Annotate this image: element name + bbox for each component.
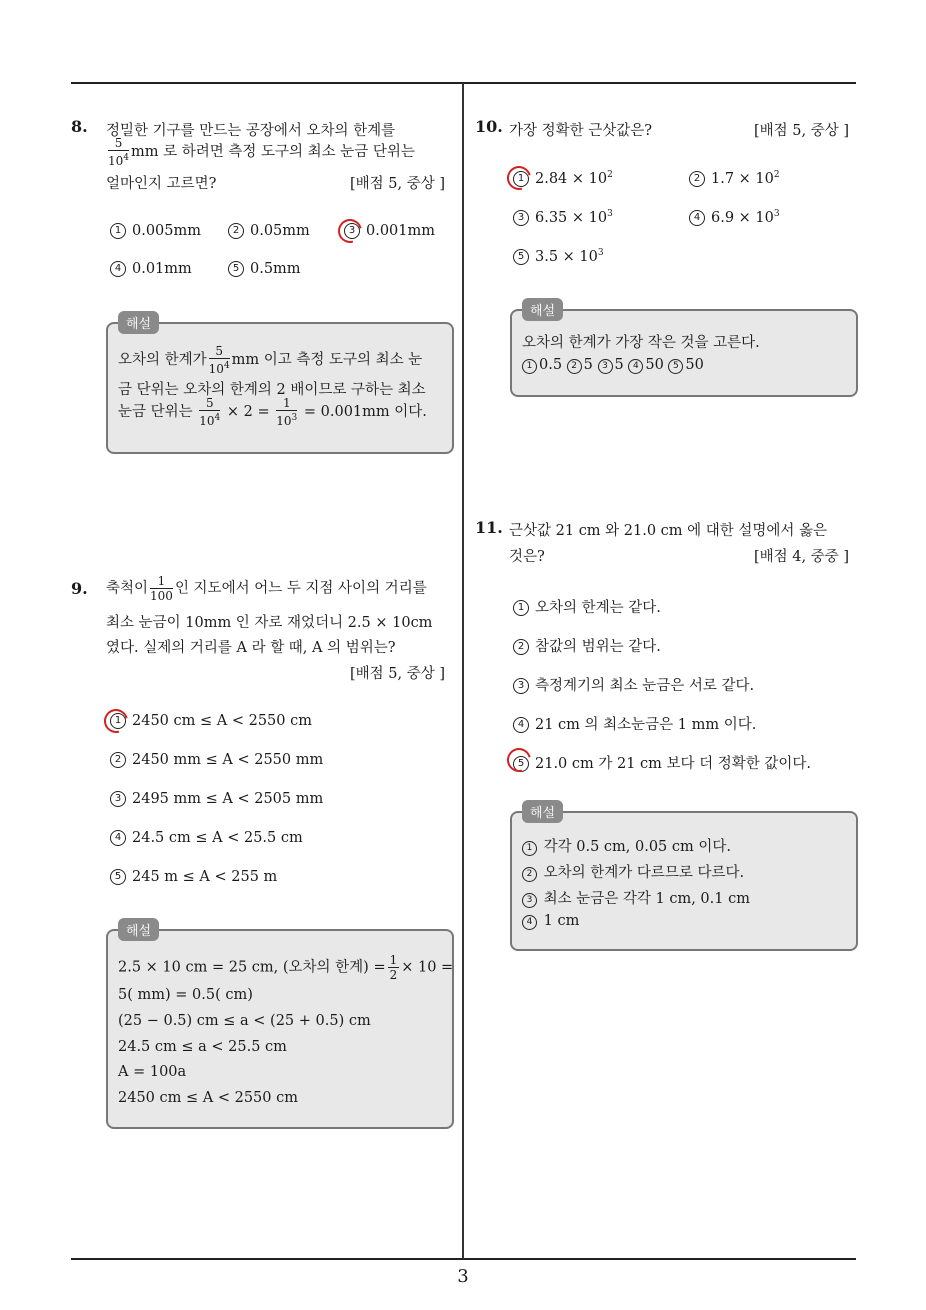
explanation-tag: 해설	[118, 311, 159, 334]
explanation-line: 금 단위는 오차의 한계의 2 배이므로 구하는 최소	[118, 382, 426, 398]
explanation-line: A = 100a	[118, 1064, 187, 1080]
option-3[interactable]: 3 0.001mm	[344, 223, 435, 239]
option-4[interactable]: 4 21 cm 의 최소눈금은 1 mm 이다.	[513, 713, 756, 734]
question-text: 얼마인지 고르면?	[106, 176, 217, 192]
option-5[interactable]: 5 21.0 cm 가 21 cm 보다 더 정확한 값이다.	[513, 752, 811, 773]
option-5[interactable]: 5 $3.5 \times 10^3$	[513, 248, 604, 265]
option-4[interactable]: 4 24.5 cm ≤ A < 25.5 cm	[110, 830, 303, 846]
score-label: [배점 5, 중상 ]	[754, 123, 850, 139]
explanation-box	[510, 811, 858, 951]
option-1[interactable]: 1 $2.84 \times 10^2$	[513, 170, 613, 187]
question-text: 축척이 $\frac{1}{100}$ 인 지도에서 어느 두 지점 사이의 거리를	[106, 574, 427, 603]
option-3[interactable]: 3 측정계기의 최소 눈금은 서로 같다.	[513, 674, 754, 695]
bottom-rule	[71, 1258, 856, 1260]
explanation-line: 눈금 단위는 $\frac{5}{10^4}$ × 2 = $\frac{1}{10^3}$ = 0.001mm 이다.	[118, 396, 427, 428]
explanation-line: 5( mm) = 0.5( cm)	[118, 987, 253, 1003]
explanation-line: 3 최소 눈금은 각각 1 cm, 0.1 cm	[522, 887, 750, 908]
question-text: 것은?	[509, 549, 545, 565]
option-5[interactable]: 5 0.5mm	[228, 261, 301, 277]
question-number: 10.	[475, 117, 503, 136]
option-2[interactable]: 2 $1.7 \times 10^2$	[689, 170, 780, 187]
explanation-line: 1 0.5 2 5 3 5 4 50 5 50	[522, 357, 704, 374]
option-3[interactable]: 3 2495 mm ≤ A < 2505 mm	[110, 791, 323, 807]
explanation-line: 오차의 한계가 $\frac{5}{10^4}$ mm 이고 측정 도구의 최소 눈	[118, 344, 423, 376]
score-label: [배점 4, 중중 ]	[754, 549, 850, 565]
explanation-line: 2.5 × 10 cm = 25 cm, (오차의 한계) = $\frac{1}{2}$ × 10 =	[118, 953, 454, 982]
explanation-box	[106, 929, 454, 1129]
explanation-box	[106, 322, 454, 454]
option-2[interactable]: 2 참값의 범위는 같다.	[513, 635, 661, 656]
question-number: 11.	[475, 518, 503, 537]
question-text: 가장 정확한 근삿값은?	[509, 123, 653, 139]
question-text: 근삿값 21 cm 와 21.0 cm 에 대한 설명에서 옳은	[509, 523, 828, 539]
explanation-line: 오차의 한계가 가장 작은 것을 고른다.	[522, 335, 760, 351]
question-number: 8.	[71, 117, 88, 136]
explanation-tag: 해설	[522, 298, 563, 321]
answer-mark	[100, 705, 133, 738]
explanation-line: 24.5 cm ≤ a < 25.5 cm	[118, 1039, 287, 1055]
answer-mark	[503, 162, 536, 195]
option-2[interactable]: 2 2450 mm ≤ A < 2550 mm	[110, 752, 323, 768]
explanation-line: 4 1 cm	[522, 913, 579, 930]
option-1[interactable]: 1 오차의 한계는 같다.	[513, 596, 661, 617]
explanation-line: 2 오차의 한계가 다르므로 다르다.	[522, 861, 744, 882]
option-3[interactable]: 3 $6.35 \times 10^3$	[513, 209, 613, 226]
option-5[interactable]: 5 245 m ≤ A < 255 m	[110, 869, 277, 885]
question-number: 9.	[71, 579, 88, 598]
answer-mark	[334, 215, 367, 248]
explanation-box	[510, 309, 858, 397]
question-text: 최소 눈금이 10mm 인 자로 재었더니 2.5 × 10cm	[106, 615, 433, 631]
option-1[interactable]: 1 2450 cm ≤ A < 2550 cm	[110, 713, 312, 729]
explanation-line: 2450 cm ≤ A < 2550 cm	[118, 1090, 298, 1106]
explanation-tag: 해설	[118, 918, 159, 941]
score-label: [배점 5, 중상 ]	[350, 666, 446, 682]
top-rule	[71, 82, 856, 84]
option-4[interactable]: 4 0.01mm	[110, 261, 192, 277]
explanation-tag: 해설	[522, 800, 563, 823]
question-text: 였다. 실제의 거리를 A 라 할 때, A 의 범위는?	[106, 640, 396, 656]
column-divider	[462, 83, 464, 1259]
option-4[interactable]: 4 $6.9 \times 10^3$	[689, 209, 780, 226]
question-text-fraction-line: $\frac{5}{10^4}$ mm 로 하려면 측정 도구의 최소 눈금 단위는	[108, 136, 415, 168]
explanation-line: 1 각각 0.5 cm, 0.05 cm 이다.	[522, 835, 731, 856]
fraction: $\frac{5}{10^4}$	[108, 136, 130, 168]
page-number: 3	[457, 1266, 469, 1287]
score-label: [배점 5, 중상 ]	[350, 176, 446, 192]
option-2[interactable]: 2 0.05mm	[228, 223, 310, 239]
question-text: 정밀한 기구를 만드는 공장에서 오차의 한계를	[106, 123, 396, 139]
explanation-line: (25 − 0.5) cm ≤ a < (25 + 0.5) cm	[118, 1013, 371, 1029]
option-1[interactable]: 1 0.005mm	[110, 223, 201, 239]
